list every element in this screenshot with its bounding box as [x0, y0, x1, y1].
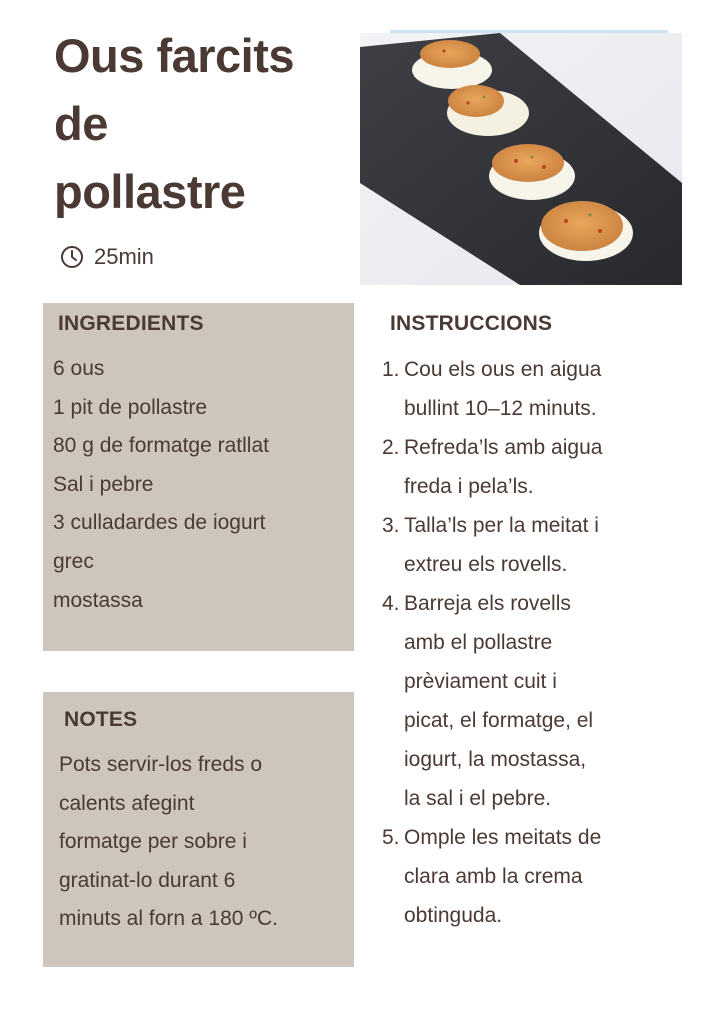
recipe-title-line: pollastre [54, 165, 246, 218]
step-line: Cou els ous en aigua [404, 358, 602, 381]
cooking-time [60, 244, 154, 270]
step-line: obtinguda. [404, 904, 503, 927]
step-line: la sal i el pebre. [404, 787, 552, 810]
ingredient-line: 6 ous [53, 357, 105, 380]
cooking-time-value: 25min [94, 244, 154, 269]
step-line: extreu els rovells. [404, 553, 568, 576]
notes-line: calents afegint [59, 791, 195, 815]
step-number: 5. [382, 826, 400, 849]
ingredient-line: Sal i pebre [53, 472, 154, 496]
notes-line: Pots servir-los freds o [59, 753, 263, 776]
step-line: clara amb la crema [404, 865, 583, 888]
ingredients-heading: INGREDIENTS [58, 312, 204, 335]
ingredient-line: 80 g de formatge ratllat [53, 434, 269, 458]
recipe-title [54, 22, 354, 226]
recipe-photo [360, 33, 682, 285]
step-line: Barreja els rovells [404, 592, 571, 615]
step-number: 3. [382, 514, 400, 537]
step-line: prèviament cuit i [404, 670, 557, 693]
step-line: amb el pollastre [404, 631, 553, 654]
step-line: Refreda’ls amb aigua [404, 436, 603, 459]
recipe-title-line: Ous farcits [54, 29, 295, 82]
notes-heading: NOTES [64, 708, 138, 731]
instruction-step [382, 428, 682, 506]
ingredients-list [53, 350, 353, 620]
instructions-heading: INSTRUCCIONS [390, 312, 553, 335]
instruction-step [382, 506, 682, 584]
notes-line: formatge per sobre i [59, 830, 247, 853]
step-line: bullint 10–12 minuts. [404, 397, 597, 420]
notes-line: gratinat-lo durant 6 [59, 868, 236, 892]
ingredient-line: 1 pit de pollastre [53, 395, 208, 419]
instruction-step [382, 584, 682, 818]
recipe-title-line: de [54, 97, 108, 150]
step-line: Omple les meitats de [404, 826, 602, 849]
notes-text [59, 746, 344, 939]
step-number: 2. [382, 436, 400, 459]
clock-icon [60, 245, 84, 269]
step-line: freda i pela’ls. [404, 475, 534, 498]
notes-line: minuts al forn a 180 ºC. [59, 907, 278, 930]
step-line: Talla’ls per la meitat i [404, 514, 599, 537]
ingredient-line: mostassa [53, 588, 143, 612]
ingredient-line: 3 culladardes de iogurt [53, 511, 266, 535]
instruction-step [382, 350, 682, 428]
ingredient-line: grec [53, 549, 94, 573]
step-line: iogurt, la mostassa, [404, 748, 587, 771]
step-number: 1. [382, 358, 400, 381]
instructions-list [382, 350, 682, 935]
step-line: picat, el formatge, el [404, 709, 594, 732]
step-number: 4. [382, 592, 400, 615]
instruction-step [382, 818, 682, 935]
